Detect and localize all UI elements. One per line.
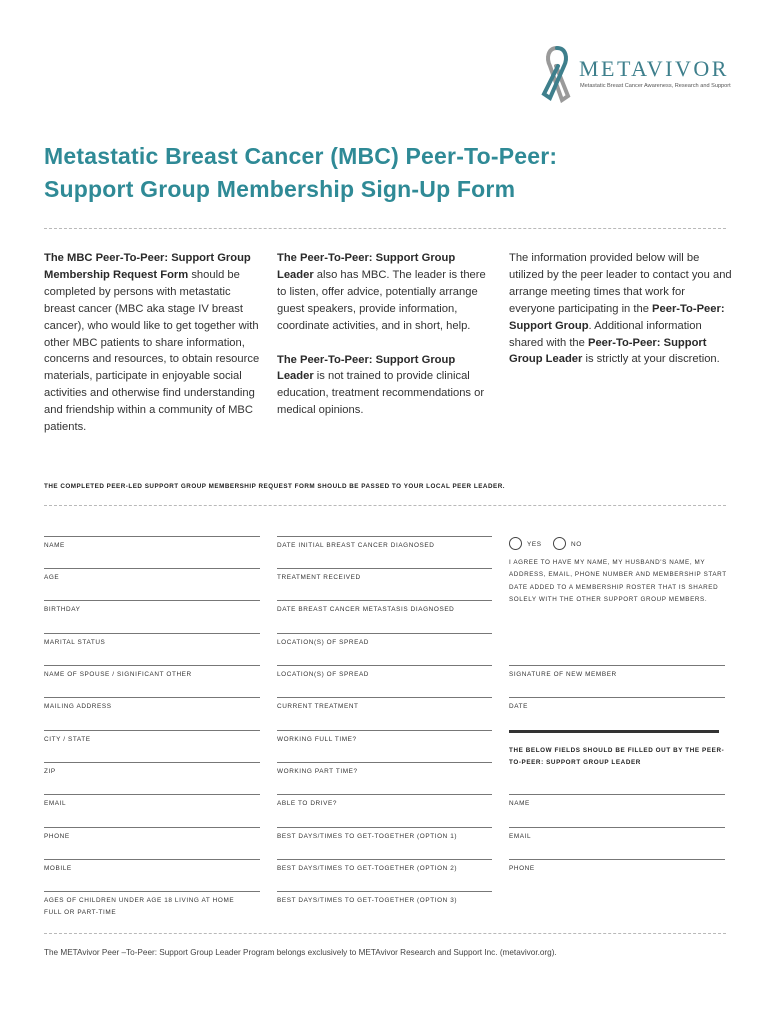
intro-bold: The Peer-To-Peer: Support Group Leader	[277, 353, 456, 383]
intro-bold: Peer-To-Peer: Support Group	[509, 302, 725, 332]
intro-text: The information provided below will be utilized by the peer leader to contact you and arrange meeting times that work for everyone participating in the	[509, 252, 732, 315]
field-label: AGES OF CHILDREN UNDER AGE 18 LIVING AT HOME	[44, 897, 235, 904]
leader-name-field[interactable]	[509, 794, 725, 810]
spread-location-field-2[interactable]	[277, 665, 492, 681]
section-rule	[509, 730, 719, 733]
best-times-option-1-field[interactable]	[277, 827, 492, 843]
birthday-field[interactable]	[44, 600, 260, 616]
field-label: PHONE	[509, 865, 535, 872]
title-line-2: Support Group Membership Sign-Up Form	[44, 176, 516, 202]
divider	[44, 228, 726, 229]
field-label: EMAIL	[509, 833, 532, 840]
city-state-field[interactable]	[44, 730, 260, 746]
leader-email-field[interactable]	[509, 827, 725, 843]
footer-note: The METAvivor Peer –To-Peer: Support Group Leader Program belongs exclusively to METAvivor Research and Support Inc. (metavivor.org).	[44, 948, 557, 957]
marital-status-field[interactable]	[44, 633, 260, 649]
field-label: SIGNATURE OF NEW MEMBER	[509, 671, 617, 678]
field-label: BIRTHDAY	[44, 606, 81, 613]
no-radio[interactable]	[553, 537, 566, 550]
zip-field[interactable]	[44, 762, 260, 778]
best-times-option-3-field[interactable]	[277, 891, 492, 907]
mailing-address-field[interactable]	[44, 697, 260, 713]
phone-field[interactable]	[44, 827, 260, 843]
age-field[interactable]	[44, 568, 260, 584]
field-label: TREATMENT RECEIVED	[277, 574, 361, 581]
able-to-drive-field[interactable]	[277, 794, 492, 810]
email-field[interactable]	[44, 794, 260, 810]
intro-bold: The MBC Peer-To-Peer: Support Group Membership Request Form	[44, 252, 251, 281]
field-label: NAME	[509, 800, 530, 807]
field-label: ZIP	[44, 768, 56, 775]
field-label: BEST DAYS/TIMES TO GET-TOGETHER (OPTION 3)	[277, 897, 458, 904]
field-label: CURRENT TREATMENT	[277, 703, 359, 710]
field-label: WORKING FULL TIME?	[277, 736, 357, 743]
field-label: CITY / STATE	[44, 736, 91, 743]
metavivor-logo	[540, 44, 740, 104]
field-label: FULL OR PART-TIME	[44, 909, 117, 916]
field-label: MOBILE	[44, 865, 72, 872]
leader-phone-field[interactable]	[509, 859, 725, 875]
signature-field[interactable]	[509, 665, 725, 681]
intro-bold: Peer-To-Peer: Support Group Leader	[509, 336, 707, 366]
intro-bold: The Peer-To-Peer: Support Group Leader	[277, 252, 456, 281]
field-label: EMAIL	[44, 800, 67, 807]
no-label: NO	[571, 541, 582, 548]
spouse-name-field[interactable]	[44, 665, 260, 681]
mobile-field[interactable]	[44, 859, 260, 875]
intro-column-2	[277, 250, 492, 419]
logo-wordmark: METAVIVOR	[579, 56, 729, 81]
current-treatment-field[interactable]	[277, 697, 492, 713]
title-line-1: Metastatic Breast Cancer (MBC) Peer-To-Peer:	[44, 143, 558, 169]
spread-location-field-1[interactable]	[277, 633, 492, 649]
field-label: BEST DAYS/TIMES TO GET-TOGETHER (OPTION 2)	[277, 865, 458, 872]
consent-text: I AGREE TO HAVE MY NAME, MY HUSBAND'S NAME, MY ADDRESS, EMAIL, PHONE NUMBER AND MEMBERSHIP START DATE ADDED TO A MEMBERSHIP ROSTER THAT IS SHARED SOLELY WITH THE OTHER SUPPORT GROUP MEMBERS.	[509, 559, 727, 604]
field-label: MARITAL STATUS	[44, 639, 106, 646]
field-label: AGE	[44, 574, 60, 581]
intro-text: . Additional information shared with the	[509, 319, 702, 349]
field-label: BEST DAYS/TIMES TO GET-TOGETHER (OPTION 1)	[277, 833, 458, 840]
field-label: DATE BREAST CANCER METASTASIS DIAGNOSED	[277, 606, 455, 613]
field-label: PHONE	[44, 833, 70, 840]
working-full-time-field[interactable]	[277, 730, 492, 746]
field-label: NAME	[44, 542, 65, 549]
yes-label: YES	[527, 541, 542, 548]
treatment-received-field[interactable]	[277, 568, 492, 584]
field-label: DATE	[509, 703, 528, 710]
intro-text: should be completed by persons with metastatic breast cancer (MBC aka stage IV breast cancer), who would like to get together with other MBC patients to share information, concerns and resources, to obtain resource materials, participate in enjoyable social activities and otherwise find understanding and friendship within a community of MBC patients.	[44, 268, 260, 434]
form-notice: THE COMPLETED PEER-LED SUPPORT GROUP MEMBERSHIP REQUEST FORM SHOULD BE PASSED TO YOUR LOCAL PEER LEADER.	[44, 483, 505, 490]
working-part-time-field[interactable]	[277, 762, 492, 778]
intro-text: also has MBC. The leader is there to listen, offer advice, potentially arrange guest speakers, provide information, coordinate activities, and in short, help.	[277, 268, 486, 332]
field-label: NAME OF SPOUSE / SIGNIFICANT OTHER	[44, 671, 192, 678]
divider	[44, 505, 726, 506]
field-label: LOCATION(S) OF SPREAD	[277, 639, 370, 646]
divider	[44, 933, 726, 934]
field-label: DATE INITIAL BREAST CANCER DIAGNOSED	[277, 542, 435, 549]
initial-diagnosis-date-field[interactable]	[277, 536, 492, 552]
logo-tagline: Metastatic Breast Cancer Awareness, Research and Support	[580, 83, 731, 89]
leader-section-heading: THE BELOW FIELDS SHOULD BE FILLED OUT BY THE PEER-TO-PEER: SUPPORT GROUP LEADER	[509, 747, 725, 767]
field-label: LOCATION(S) OF SPREAD	[277, 671, 370, 678]
intro-text: is strictly at your discretion.	[582, 353, 720, 366]
field-label: WORKING PART TIME?	[277, 768, 358, 775]
page-title	[44, 140, 557, 206]
name-field[interactable]	[44, 536, 260, 552]
date-field[interactable]	[509, 697, 725, 713]
intro-text: is not trained to provide clinical education, treatment recommendations or medical opinions.	[277, 370, 485, 417]
metastasis-diagnosis-date-field[interactable]	[277, 600, 492, 616]
field-label: MAILING ADDRESS	[44, 703, 112, 710]
intro-column-3	[509, 250, 734, 368]
awareness-ribbon-icon	[540, 44, 574, 104]
best-times-option-2-field[interactable]	[277, 859, 492, 875]
yes-radio[interactable]	[509, 537, 522, 550]
field-label: ABLE TO DRIVE?	[277, 800, 338, 807]
children-ages-field[interactable]	[44, 891, 260, 919]
intro-column-1	[44, 250, 264, 436]
